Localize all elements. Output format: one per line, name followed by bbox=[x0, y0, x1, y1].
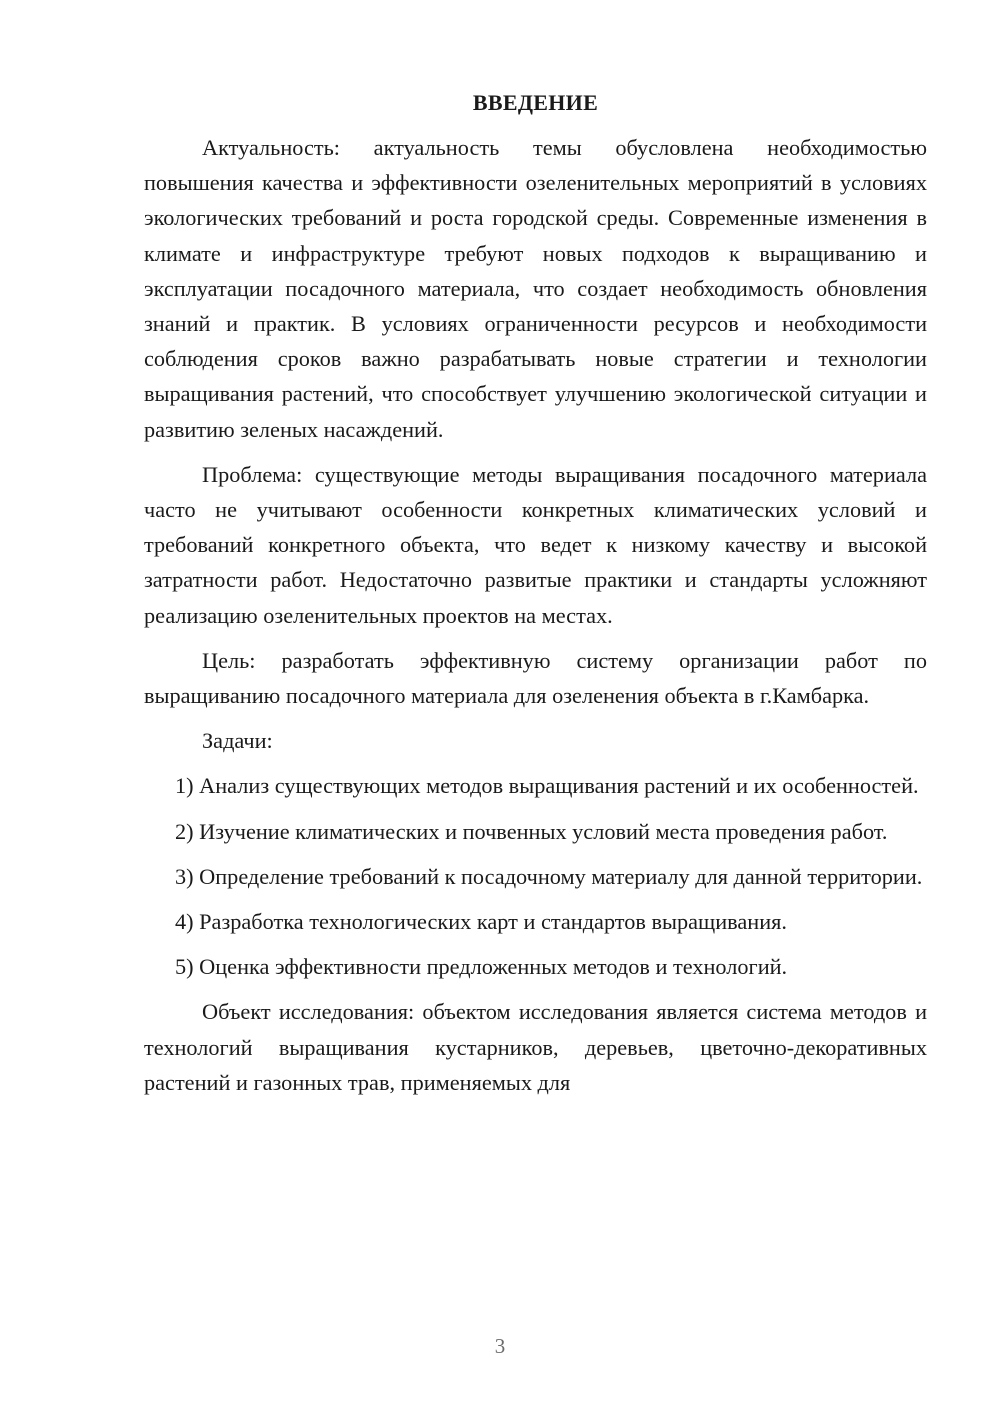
document-page bbox=[144, 88, 927, 1100]
page-number: 3 bbox=[494, 1334, 506, 1358]
task-item-5: 5) Оценка эффективности предложенных методов и технологий. bbox=[175, 954, 788, 980]
paragraph-goal: Цель: разработать эффективную систему организации работ по выращиванию посадочного материала для озеленения объекта в г.Камбарка. bbox=[144, 647, 927, 709]
paragraph-object: Объект исследования: объектом исследования является система методов и технологий выращивания кустарников, деревьев, цветочно-декоративных растений и газонных трав, применяемых для bbox=[144, 999, 927, 1095]
paragraph-relevance: Актуальность: актуальность темы обусловлена необходимостью повышения качества и эффективности озеленительных мероприятий в условиях экологических требований и роста городской среды. Современные изменения в климате и инфраструктуре требуют новых подходов к выращиванию и эксплуатации посадочного материала, что создает необходимость обновления знаний и практик. В условиях ограниченности ресурсов и необходимости соблюдения сроков важно разрабатывать новые стратегии и технологии выращивания растений, что способствует улучшению экологической ситуации и развитию зеленых насаждений. bbox=[144, 135, 927, 442]
task-item-3: 3) Определение требований к посадочному материалу для данной территории. bbox=[175, 863, 923, 889]
task-item-1: 1) Анализ существующих методов выращивания растений и их особенностей. bbox=[175, 773, 919, 799]
task-item-4: 4) Разработка технологических карт и стандартов выращивания. bbox=[175, 909, 787, 935]
task-item-2: 2) Изучение климатических и почвенных условий места проведения работ. bbox=[175, 818, 888, 844]
page-title: ВВЕДЕНИЕ bbox=[472, 90, 599, 115]
tasks-heading: Задачи: bbox=[202, 728, 273, 754]
paragraph-problem: Проблема: существующие методы выращивания посадочного материала часто не учитывают особенности конкретных климатических условий и требований конкретного объекта, что ведет к низкому качеству и высокой затратности работ. Недостаточно развитые практики и стандарты усложняют реализацию озеленительных проектов на местах. bbox=[144, 461, 927, 628]
